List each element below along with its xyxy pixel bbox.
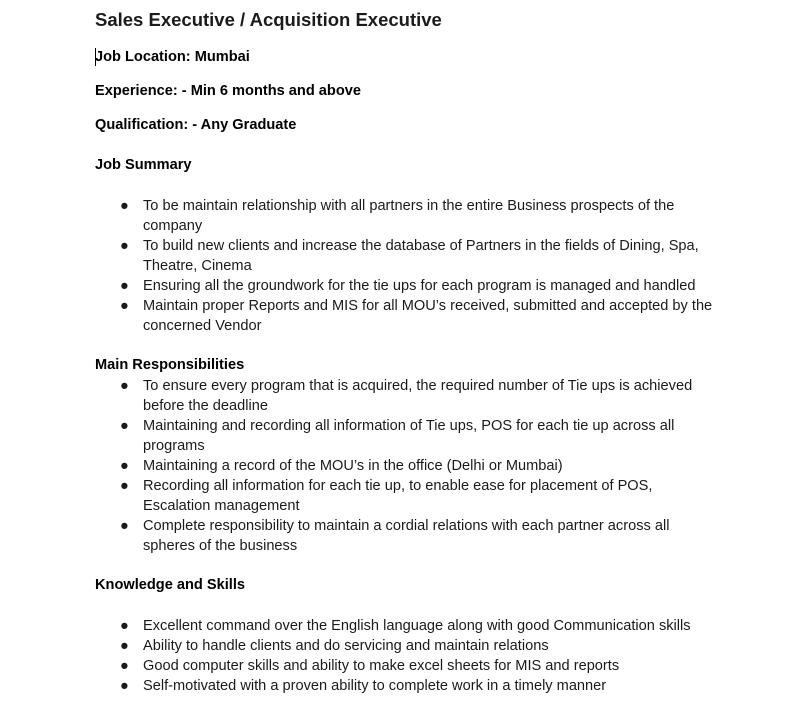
list-item-text: Good computer skills and ability to make excel sheets for MIS and reports (143, 658, 620, 674)
list-item (95, 616, 715, 636)
bullet-icon: ● (120, 458, 129, 474)
bullet-icon: ● (120, 638, 129, 654)
job-location: Job Location: Mumbai (95, 49, 250, 65)
bullet-icon: ● (120, 378, 129, 394)
list-item-text: Maintaining and recording all information of Tie ups, POS for each tie up across all programs (143, 418, 675, 454)
list-item-text: To be maintain relationship with all partners in the entire Business prospects of the company (143, 198, 675, 234)
list-item (95, 236, 715, 276)
bullet-icon: ● (120, 658, 129, 674)
section-heading-job-summary: Job Summary (95, 157, 192, 173)
experience: Experience: - Min 6 months and above (95, 83, 361, 99)
bullet-icon: ● (120, 618, 129, 634)
bullet-icon: ● (120, 238, 129, 254)
list-item-text: Ensuring all the groundwork for the tie ups for each program is managed and handled (143, 278, 696, 294)
job-title: Sales Executive / Acquisition Executive (95, 9, 442, 30)
job-summary-list (95, 196, 715, 336)
list-item (95, 476, 715, 516)
list-item-text: To build new clients and increase the database of Partners in the fields of Dining, Spa, Theatre, Cinema (143, 238, 699, 274)
list-item (95, 296, 715, 336)
bullet-icon: ● (120, 478, 129, 494)
list-item (95, 676, 715, 696)
list-item-text: Recording all information for each tie up, to enable ease for placement of POS, Escalation management (143, 478, 653, 514)
qualification: Qualification: - Any Graduate (95, 117, 297, 133)
list-item (95, 196, 715, 236)
section-heading-main-responsibilities: Main Responsibilities (95, 357, 245, 373)
bullet-icon: ● (120, 678, 129, 694)
list-item (95, 276, 715, 296)
list-item (95, 416, 715, 456)
list-item-text: Maintaining a record of the MOU’s in the office (Delhi or Mumbai) (143, 458, 563, 474)
list-item-text: Complete responsibility to maintain a cordial relations with each partner across all spheres of the business (143, 518, 670, 554)
list-item-text: Excellent command over the English language along with good Communication skills (143, 618, 691, 634)
list-item-text: Ability to handle clients and do servicing and maintain relations (143, 638, 549, 654)
main-responsibilities-list (95, 376, 715, 556)
list-item-text: To ensure every program that is acquired, the required number of Tie ups is achieved before the deadline (143, 378, 693, 414)
knowledge-skills-list (95, 616, 715, 696)
section-heading-knowledge-skills: Knowledge and Skills (95, 577, 246, 593)
list-item (95, 376, 715, 416)
bullet-icon: ● (120, 198, 129, 214)
list-item (95, 636, 715, 656)
list-item (95, 516, 715, 556)
list-item-text: Self-motivated with a proven ability to complete work in a timely manner (143, 678, 607, 694)
bullet-icon: ● (120, 298, 129, 314)
list-item-text: Maintain proper Reports and MIS for all MOU’s received, submitted and accepted by the concerned Vendor (143, 298, 713, 334)
list-item (95, 456, 715, 476)
list-item (95, 656, 715, 676)
bullet-icon: ● (120, 278, 129, 294)
bullet-icon: ● (120, 418, 129, 434)
bullet-icon: ● (120, 518, 129, 534)
